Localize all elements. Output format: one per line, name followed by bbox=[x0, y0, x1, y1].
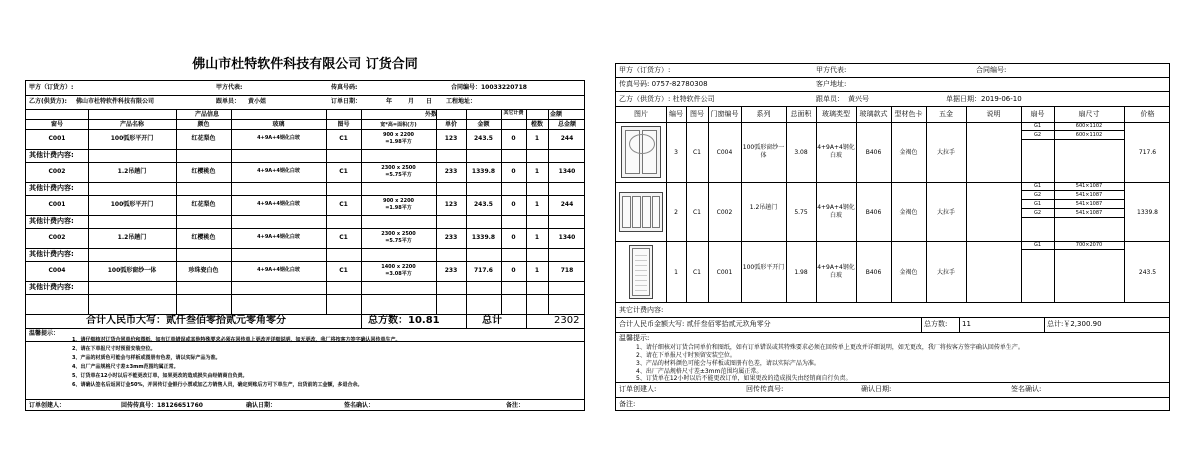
right-col-idx: 编号 bbox=[669, 110, 683, 118]
right-a-rep: 甲方代表: bbox=[816, 66, 847, 74]
left-title: 佛山市杜特软件科技有限公司 订货合同 bbox=[192, 57, 418, 72]
left-row-other: 0 bbox=[511, 135, 516, 142]
right-col-fig: 图号 bbox=[690, 110, 704, 118]
left-notice-6: 6、请确认签名后返回订金50%，并回传订金银行小票或加乙方销售人员，确定到账后方可下单生产，出货前的工金额，多退合余。 bbox=[72, 382, 363, 388]
left-col-total: 总金额 bbox=[557, 121, 576, 128]
left-contract bbox=[25, 50, 585, 412]
right-col-code: 门窗编号 bbox=[710, 110, 739, 118]
right-row-code: C001 bbox=[716, 268, 733, 276]
left-foot-confirm-date: 确认日期： bbox=[246, 402, 277, 409]
left-table bbox=[25, 80, 585, 411]
left-row-glass: 4+9A+4钢化白玻 bbox=[257, 234, 300, 240]
right-sash-id: G2 bbox=[1033, 192, 1042, 198]
left-other-fee-label: 其他计费内容: bbox=[29, 184, 74, 192]
right-col-sash-size: 扇尺寸 bbox=[1078, 110, 1100, 118]
left-row-fig: C1 bbox=[339, 267, 348, 274]
right-row-idx: 2 bbox=[674, 208, 678, 216]
right-col-pic: 图片 bbox=[634, 110, 648, 118]
left-notice-title: 温馨提示： bbox=[29, 330, 60, 337]
right-sash-size: 541×1087 bbox=[1075, 183, 1103, 189]
right-fax: 传真号码: 0757-82780308 bbox=[619, 80, 708, 88]
left-row-no: C001 bbox=[48, 201, 66, 208]
left-order-date: 订单日期： bbox=[331, 98, 362, 105]
left-row-size1: 1400 x 2200 bbox=[381, 264, 416, 270]
left-row-amount: 1339.8 bbox=[471, 168, 496, 175]
right-row-glass: 4+9A+4钢化白玻 bbox=[817, 203, 855, 219]
right-notice-title: 温馨提示: bbox=[619, 334, 650, 342]
left-group-amount: 金额 bbox=[549, 111, 562, 118]
right-col-note: 说明 bbox=[986, 110, 1001, 118]
right-row-fig: C1 bbox=[692, 208, 701, 216]
right-row-hw: 大拉手 bbox=[936, 149, 955, 156]
door-image-swing bbox=[629, 245, 653, 299]
door-image-arched bbox=[621, 126, 661, 178]
left-row-name: 1.2吊趟门 bbox=[117, 234, 147, 241]
left-row-no: C001 bbox=[48, 135, 66, 142]
left-row-total: 1340 bbox=[558, 234, 576, 241]
right-row-color: 金褐色 bbox=[899, 208, 918, 216]
right-row-series: 100弧形平开门 bbox=[742, 263, 785, 271]
left-row-name: 100弧形窗纱一体 bbox=[107, 267, 157, 274]
left-row-price: 123 bbox=[444, 201, 458, 208]
right-staff-value: 黄兴号 bbox=[848, 95, 869, 103]
left-foot-sign: 签名确认： bbox=[344, 402, 375, 409]
left-total-rmb: 合计人民币大写：贰仟叁佰零拾贰元零角零分 bbox=[86, 315, 286, 326]
left-row-color: 红樱桃色 bbox=[191, 168, 216, 175]
left-row-size1: 2300 x 2500 bbox=[381, 165, 416, 171]
right-sash-size: 541×1087 bbox=[1075, 201, 1103, 207]
left-total-label: 总计 bbox=[482, 315, 502, 326]
left-row-qty: 1 bbox=[534, 234, 540, 241]
left-row-total: 718 bbox=[560, 267, 574, 274]
right-row-hw: 大拉手 bbox=[936, 208, 955, 216]
left-party-b: 乙方(供货方): bbox=[29, 98, 67, 105]
right-row-price: 243.5 bbox=[1138, 268, 1157, 276]
left-staff: 跟单员： bbox=[216, 98, 241, 105]
left-row-total: 244 bbox=[560, 135, 574, 142]
left-col-price: 单价 bbox=[444, 121, 457, 128]
left-foot-fax: 回传传真号：18126651760 bbox=[121, 402, 203, 409]
left-other-fee-label: 其他计费内容: bbox=[29, 250, 74, 258]
right-contract-no: 合同编号: bbox=[976, 66, 1007, 74]
right-col-style: 玻璃款式 bbox=[859, 110, 888, 118]
left-party-b-value: 佛山市杜特软件科技有限公司 bbox=[76, 98, 155, 105]
left-foot-remark: 备注： bbox=[506, 402, 525, 409]
left-other-fee-label: 其他计费内容: bbox=[29, 217, 74, 225]
left-row-name: 1.2吊趟门 bbox=[117, 168, 147, 175]
left-group-size: 外数 bbox=[424, 111, 437, 118]
left-row-size1: 900 x 2200 bbox=[382, 198, 415, 204]
right-col-series: 系列 bbox=[756, 110, 771, 118]
left-row-fig: C1 bbox=[339, 168, 348, 175]
right-col-price: 价格 bbox=[1140, 110, 1155, 118]
right-sash-id: G1 bbox=[1033, 242, 1042, 248]
left-row-color: 红樱桃色 bbox=[191, 234, 216, 241]
left-row-size1: 2300 x 2500 bbox=[381, 231, 416, 237]
left-notice-3: 3、产品的材质色可能会与样板或图册有色差，请以实际产品为准。 bbox=[72, 355, 221, 361]
right-notice-4: 4、出厂产品规格尺寸差±3mm范围均属正常。 bbox=[636, 368, 763, 375]
left-date-day: 日 bbox=[426, 98, 433, 105]
right-other-fee: 其它计费内容: bbox=[619, 306, 664, 314]
right-foot-fax: 回传传真号: bbox=[746, 385, 784, 393]
left-other-fee-label: 其他计费内容: bbox=[29, 151, 74, 159]
right-table bbox=[615, 63, 1170, 411]
right-sash-size: 541×1087 bbox=[1075, 192, 1103, 198]
left-col-name: 产品名称 bbox=[119, 121, 144, 128]
left-row-no: C004 bbox=[48, 267, 66, 274]
left-col-size: 宽*高=面积(方) bbox=[380, 122, 417, 128]
left-row-size2: =1.98平方 bbox=[385, 205, 412, 211]
left-row-name: 100弧形平开门 bbox=[110, 135, 154, 142]
right-total-area-label: 总方数: bbox=[924, 320, 948, 328]
left-total-area: 总方数：10.81 bbox=[368, 315, 440, 326]
left-col-qty: 樘数 bbox=[530, 121, 543, 128]
right-foot-creator: 订单创建人: bbox=[619, 385, 657, 393]
right-party-b: 乙方（供货方）: 杜特软件公司 bbox=[619, 95, 715, 103]
left-group-other: 其它计费 bbox=[503, 110, 524, 116]
left-row-total: 1340 bbox=[558, 168, 576, 175]
right-sash-id: G1 bbox=[1033, 183, 1042, 189]
left-row-price: 233 bbox=[444, 168, 458, 175]
left-notice-2: 2、请在下单报尺寸时预留安装空位。 bbox=[72, 346, 156, 352]
left-row-amount: 243.5 bbox=[474, 201, 493, 208]
right-row-color: 金褐色 bbox=[899, 268, 918, 276]
right-row-code: C004 bbox=[716, 149, 733, 156]
right-row-series: 100弧形窗纱一体 bbox=[742, 144, 785, 159]
left-col-glass: 玻璃 bbox=[272, 121, 285, 128]
right-staff: 跟单员： bbox=[816, 95, 844, 103]
left-row-other: 0 bbox=[511, 168, 516, 175]
right-foot-sign: 签名确认: bbox=[1011, 385, 1042, 393]
left-row-fig: C1 bbox=[339, 201, 348, 208]
left-row-total: 244 bbox=[560, 201, 574, 208]
right-row-series: 1.2吊趟门 bbox=[749, 203, 778, 211]
door-image-folding bbox=[619, 192, 663, 232]
right-row-style: B406 bbox=[865, 268, 882, 276]
left-row-amount: 243.5 bbox=[474, 135, 493, 142]
right-party-a: 甲方（订货方）: bbox=[619, 66, 671, 74]
right-sash-id: G2 bbox=[1033, 210, 1042, 216]
left-row-price: 233 bbox=[444, 234, 458, 241]
right-col-hw: 五金 bbox=[939, 110, 953, 118]
right-col-glass: 玻璃类型 bbox=[822, 110, 850, 118]
left-row-amount: 1339.8 bbox=[471, 234, 496, 241]
left-row-price: 233 bbox=[444, 267, 458, 274]
right-row-color: 金褐色 bbox=[899, 149, 918, 156]
right-row-glass: 4+9A+4钢化白玻 bbox=[817, 263, 855, 279]
left-col-no: 窗号 bbox=[50, 121, 63, 128]
left-row-other: 0 bbox=[511, 201, 516, 208]
left-row-amount: 717.6 bbox=[474, 267, 493, 274]
left-foot-creator: 订单创建人： bbox=[29, 402, 66, 409]
right-total-sum: 总计:￥2,300.90 bbox=[1047, 320, 1102, 328]
left-row-size2: =3.08平方 bbox=[385, 271, 412, 277]
left-fax: 传真号码: bbox=[331, 84, 358, 91]
left-contract-no: 合同编号：10033220718 bbox=[451, 84, 527, 91]
right-row-hw: 大拉手 bbox=[936, 268, 955, 276]
left-notice-5: 5、订货单在12小时以后不能更改订单，如果更改的造成损失由经销商自负责。 bbox=[72, 373, 248, 379]
left-col-fig: 图号 bbox=[337, 121, 350, 128]
right-row-fig: C1 bbox=[692, 149, 701, 156]
left-row-fig: C1 bbox=[339, 135, 348, 142]
right-customer-addr: 客户地址: bbox=[816, 80, 847, 88]
right-row-price: 717.6 bbox=[1138, 149, 1157, 156]
right-sash-size: 600×1102 bbox=[1075, 123, 1103, 129]
right-row-code: C002 bbox=[716, 208, 733, 216]
right-row-area: 1.98 bbox=[794, 268, 808, 276]
left-row-name: 100弧形平开门 bbox=[110, 201, 154, 208]
left-row-size2: =1.98平方 bbox=[385, 139, 412, 145]
left-row-other: 0 bbox=[511, 234, 516, 241]
right-col-sash: 扇号 bbox=[1030, 110, 1045, 118]
right-row-style: B406 bbox=[865, 149, 882, 156]
left-row-color: 红花梨色 bbox=[191, 135, 216, 142]
left-row-no: C002 bbox=[48, 234, 66, 241]
right-notice-3: 3、产品的材料颜色可能会与样板或图册有色差，请以实际产品为准。 bbox=[636, 360, 820, 367]
right-row-fig: C1 bbox=[692, 268, 701, 276]
left-row-glass: 4+9A+4钢化白玻 bbox=[257, 135, 300, 141]
right-total-area-value: 11 bbox=[962, 320, 971, 328]
left-row-color: 红花梨色 bbox=[191, 201, 216, 208]
right-row-area: 5.75 bbox=[794, 208, 808, 216]
left-row-no: C002 bbox=[48, 168, 66, 175]
left-row-glass: 4+9A+4钢化白玻 bbox=[257, 267, 300, 273]
left-row-qty: 1 bbox=[534, 135, 540, 142]
right-sash-size: 541×1087 bbox=[1075, 210, 1103, 216]
right-sash-id: G1 bbox=[1033, 201, 1042, 207]
left-party-a: 甲方（订货方）: bbox=[29, 84, 74, 91]
left-row-other: 0 bbox=[511, 267, 516, 274]
right-date: 单据日期：2019-06-10 bbox=[946, 95, 1022, 103]
right-row-idx: 3 bbox=[674, 149, 678, 156]
right-row-idx: 1 bbox=[674, 268, 678, 276]
left-notice-4: 4、出厂产品规格尺寸差±3mm范围均属正常。 bbox=[72, 364, 179, 370]
left-row-qty: 1 bbox=[534, 201, 540, 208]
right-notice-1: 1、请仔细核对订货合同单价和图纸，如有订单错误或其特殊要求必须在回传单上更改并详细说明，如无更改，我厂将按客方签字确认回传单生产。 bbox=[636, 344, 1024, 351]
left-row-glass: 4+9A+4钢化白玻 bbox=[257, 201, 300, 207]
right-sash-size: 700×2070 bbox=[1075, 242, 1103, 248]
right-sash-size: 600×1102 bbox=[1075, 132, 1103, 138]
right-sash-id: G2 bbox=[1033, 132, 1042, 138]
left-group-product: 产品信息 bbox=[194, 111, 219, 118]
left-col-amount: 金额 bbox=[477, 121, 490, 128]
right-sash-id: G1 bbox=[1033, 123, 1042, 129]
left-col-color: 颜色 bbox=[197, 121, 210, 128]
left-a-rep: 甲方代表: bbox=[216, 84, 243, 91]
left-row-glass: 4+9A+4钢化白玻 bbox=[257, 168, 300, 174]
right-row-area: 3.08 bbox=[794, 149, 808, 156]
right-foot-confirm-date: 确认日期: bbox=[861, 385, 892, 393]
right-col-color: 型材色卡 bbox=[894, 110, 923, 118]
left-site: 工程地址： bbox=[446, 98, 477, 105]
right-row-style: B406 bbox=[865, 208, 882, 216]
right-notice-2: 2、请在下单报尺寸时预留安装空位。 bbox=[636, 352, 736, 359]
right-row-glass: 4+9A+4钢化白玻 bbox=[817, 144, 855, 159]
left-date-month: 月 bbox=[408, 98, 415, 105]
left-total-value: 2302 bbox=[554, 315, 580, 326]
left-row-color: 珍珠瓷白色 bbox=[188, 267, 219, 274]
left-row-size2: =5.75平方 bbox=[385, 172, 412, 178]
left-row-price: 123 bbox=[444, 135, 458, 142]
left-date-year: 年 bbox=[386, 98, 393, 105]
left-notice-1: 1、请仔细核对订货合同单价和图纸，如有订单错误或其他特殊要求必须在回传单上更改并详细说明，如无更改，我厂将按客方签字确认回传单生产。 bbox=[72, 337, 401, 343]
left-row-qty: 1 bbox=[534, 267, 540, 274]
left-staff-value: 黄小姐 bbox=[248, 98, 267, 105]
right-total-rmb: 合计人民币金额大写: 贰仟叁佰零拾贰元玖角零分 bbox=[619, 320, 771, 328]
left-row-qty: 1 bbox=[534, 168, 540, 175]
right-row-price: 1339.8 bbox=[1137, 208, 1158, 216]
left-row-size2: =5.75平方 bbox=[385, 238, 412, 244]
right-foot-remark: 备注: bbox=[619, 400, 636, 408]
left-row-size1: 900 x 2200 bbox=[382, 132, 415, 138]
right-notice-5: 5、订货单在12小时以后不能更改订单，如果更改的造成损失由经销商自行负责。 bbox=[636, 375, 852, 382]
left-row-fig: C1 bbox=[339, 234, 348, 241]
left-other-fee-label: 其他计费内容: bbox=[29, 283, 74, 291]
right-col-area: 总面积 bbox=[790, 110, 812, 118]
right-contract bbox=[615, 63, 1170, 411]
